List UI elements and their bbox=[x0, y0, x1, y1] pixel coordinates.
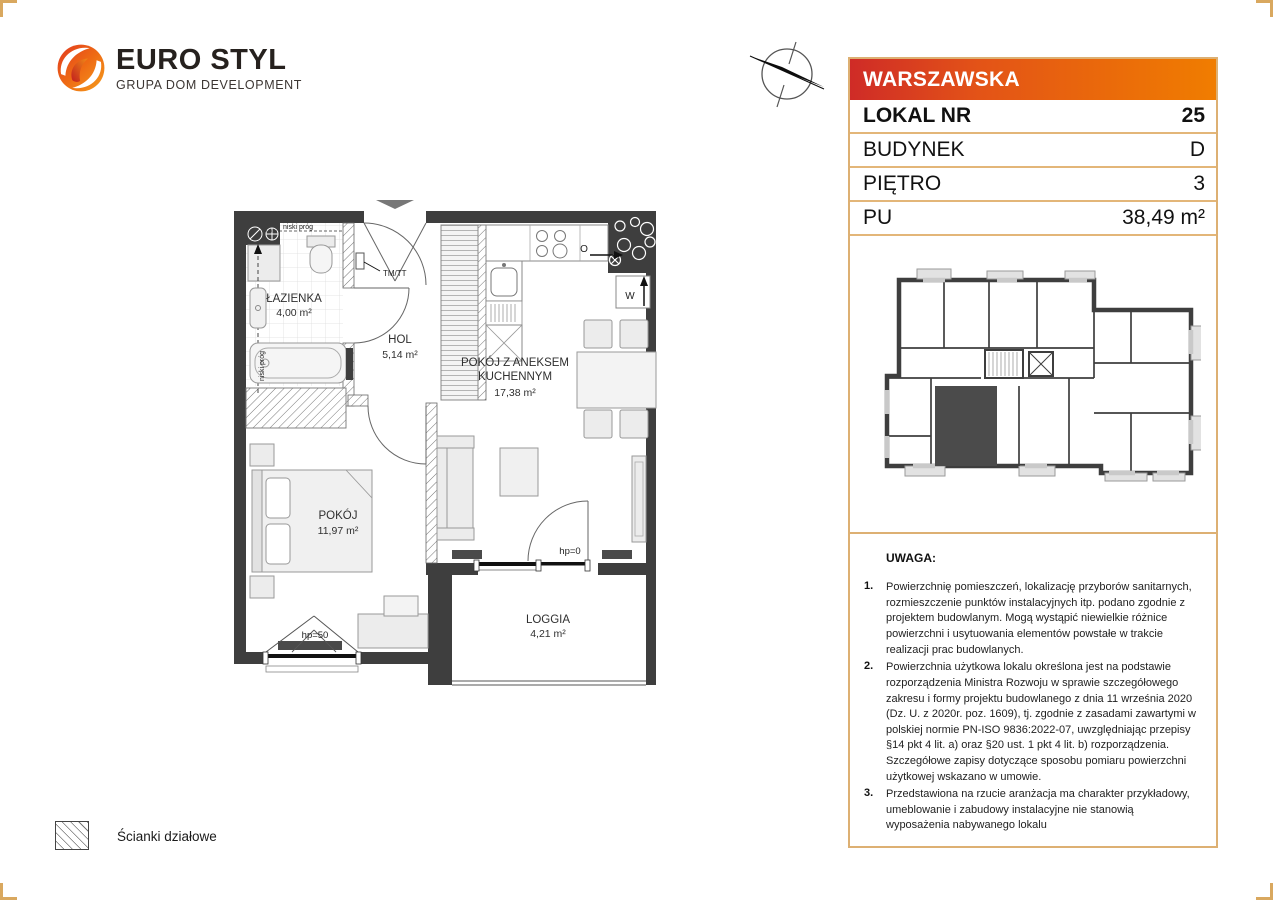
kitchen-counter bbox=[486, 225, 608, 261]
hall-area: 5,14 m² bbox=[382, 349, 418, 361]
row-label: PIĘTRO bbox=[863, 171, 942, 195]
table-row-pietro bbox=[850, 168, 1216, 202]
hall-label: HOL bbox=[388, 334, 412, 346]
note-text: Powierzchnię pomieszczeń, lokalizację przyborów sanitarnych, rozmieszczenie punktów instalacyjnych itp. podano zgodnie z projektem budowlanym. Mogą wystąpić niewielkie różnice powierzchni i usytuowania elementów powstałe w trakcie realizacji prac budowlanych. bbox=[886, 581, 1192, 656]
street-header: WARSZAWSKA bbox=[850, 59, 1216, 100]
logo-subtitle: GRUPA DOM DEVELOPMENT bbox=[116, 77, 303, 92]
highlighted-unit bbox=[935, 386, 997, 466]
partition-wall-legend-label: Ścianki działowe bbox=[117, 829, 217, 844]
tv-cabinet bbox=[632, 456, 646, 542]
bedroom-furniture bbox=[250, 444, 428, 648]
corner-mark bbox=[1256, 0, 1273, 17]
washing-machine bbox=[248, 245, 280, 281]
loggia-label: LOGGIA bbox=[525, 614, 571, 626]
floor-overview-plan bbox=[869, 268, 1201, 488]
table-row-lokal bbox=[850, 100, 1216, 134]
low-threshold-side-label: niski próg bbox=[259, 351, 266, 381]
table-row-pu bbox=[850, 202, 1216, 236]
north-arrow-icon bbox=[748, 36, 826, 110]
row-value: 38,49 m² bbox=[1122, 205, 1205, 229]
wardrobe bbox=[246, 388, 346, 428]
sink bbox=[250, 288, 266, 328]
nightstand bbox=[250, 444, 274, 466]
note-number: 3. bbox=[864, 787, 874, 800]
dining-set bbox=[577, 320, 656, 438]
bedroom-label: POKÓJ bbox=[318, 510, 358, 522]
dishwasher-grill bbox=[486, 301, 522, 325]
tm-tt-label: TM/TT bbox=[383, 269, 407, 278]
eurostyl-logo-mark-icon bbox=[55, 42, 107, 94]
hp-bedroom-label: hp=50 bbox=[301, 630, 329, 641]
note-item bbox=[864, 580, 1200, 658]
loggia-edge bbox=[452, 681, 646, 685]
corner-mark bbox=[1256, 883, 1273, 900]
bathroom-area: 4,00 m² bbox=[276, 307, 312, 319]
note-item bbox=[864, 787, 1200, 834]
row-value: D bbox=[1189, 137, 1205, 161]
building-floor-overview bbox=[850, 236, 1216, 532]
living-label-1: POKÓJ Z ANEKSEM bbox=[461, 357, 569, 369]
bedroom-area: 11,97 m² bbox=[317, 525, 359, 537]
living-label-2: KUCHENNYM bbox=[477, 371, 553, 383]
loggia-window-door bbox=[474, 560, 590, 571]
tm-tt-box bbox=[356, 253, 364, 269]
note-text: Przedstawiona na rzucie aranżacja ma charakter przykładowy, umeblowanie i zabudowy instalacyjne nie stanowią wyposażenia nabywanego lokalu bbox=[886, 788, 1190, 832]
note-item bbox=[864, 660, 1200, 785]
hp-loggia-label: hp=0 bbox=[559, 546, 581, 557]
living-area: 17,38 m² bbox=[494, 387, 536, 399]
logo-title: EURO STYL bbox=[116, 43, 287, 76]
pillow bbox=[266, 478, 290, 518]
nightstand bbox=[250, 576, 274, 598]
note-number: 1. bbox=[864, 580, 874, 593]
desk bbox=[358, 614, 428, 648]
bathroom-label: ŁAZIENKA bbox=[266, 293, 322, 305]
table-row-budynek bbox=[850, 134, 1216, 168]
corner-mark bbox=[0, 0, 17, 17]
note-text: Powierzchnia użytkowa lokalu określona jest na podstawie rozporządzenia Ministra Rozwoju w sprawie szczegółowego zakresu i formy projektu budowlanego z dnia 11 września 2020 (Dz. U. z 2020r. poz. 1609), tj. zgodnie z zasadami zawartymi w polskiej normie PN-ISO 9836:2022-07, uwzględniając przepisy §14 pkt 4 lit. a) oraz §20 ust. 1 pkt 4 lit. b) rozporządzenia. Szczegółowe zapisy dotyczące sposobu pomiaru powierzchni użytkowej wskazano w umowie. bbox=[886, 661, 1196, 783]
desk-shelf bbox=[384, 596, 418, 616]
elevator bbox=[1029, 352, 1053, 376]
partition-wall-legend-swatch bbox=[55, 821, 89, 850]
towel-radiator bbox=[346, 348, 353, 380]
apartment-floor-plan bbox=[228, 198, 670, 690]
water-label: W bbox=[625, 291, 635, 302]
entrance-marker-icon bbox=[376, 200, 414, 209]
notes-section bbox=[850, 532, 1216, 846]
note-number: 2. bbox=[864, 660, 874, 673]
row-label: PU bbox=[863, 205, 893, 229]
corner-mark bbox=[0, 883, 17, 900]
coffee-table bbox=[500, 448, 538, 496]
low-threshold-top-label: niski próg bbox=[283, 224, 313, 231]
sofa bbox=[437, 436, 474, 540]
notes-title: UWAGA: bbox=[886, 551, 936, 566]
pillow bbox=[266, 524, 290, 564]
row-label: LOKAL NR bbox=[863, 103, 972, 127]
loggia-area: 4,21 m² bbox=[530, 628, 566, 640]
eurostyl-logo bbox=[55, 42, 302, 94]
row-value: 3 bbox=[1193, 171, 1205, 195]
stair-core bbox=[985, 350, 1023, 378]
vent-label: O bbox=[580, 244, 588, 255]
row-label: BUDYNEK bbox=[863, 137, 965, 161]
row-value: 25 bbox=[1181, 103, 1205, 127]
unit-info-panel bbox=[848, 57, 1218, 848]
tall-cabinet bbox=[441, 225, 478, 400]
